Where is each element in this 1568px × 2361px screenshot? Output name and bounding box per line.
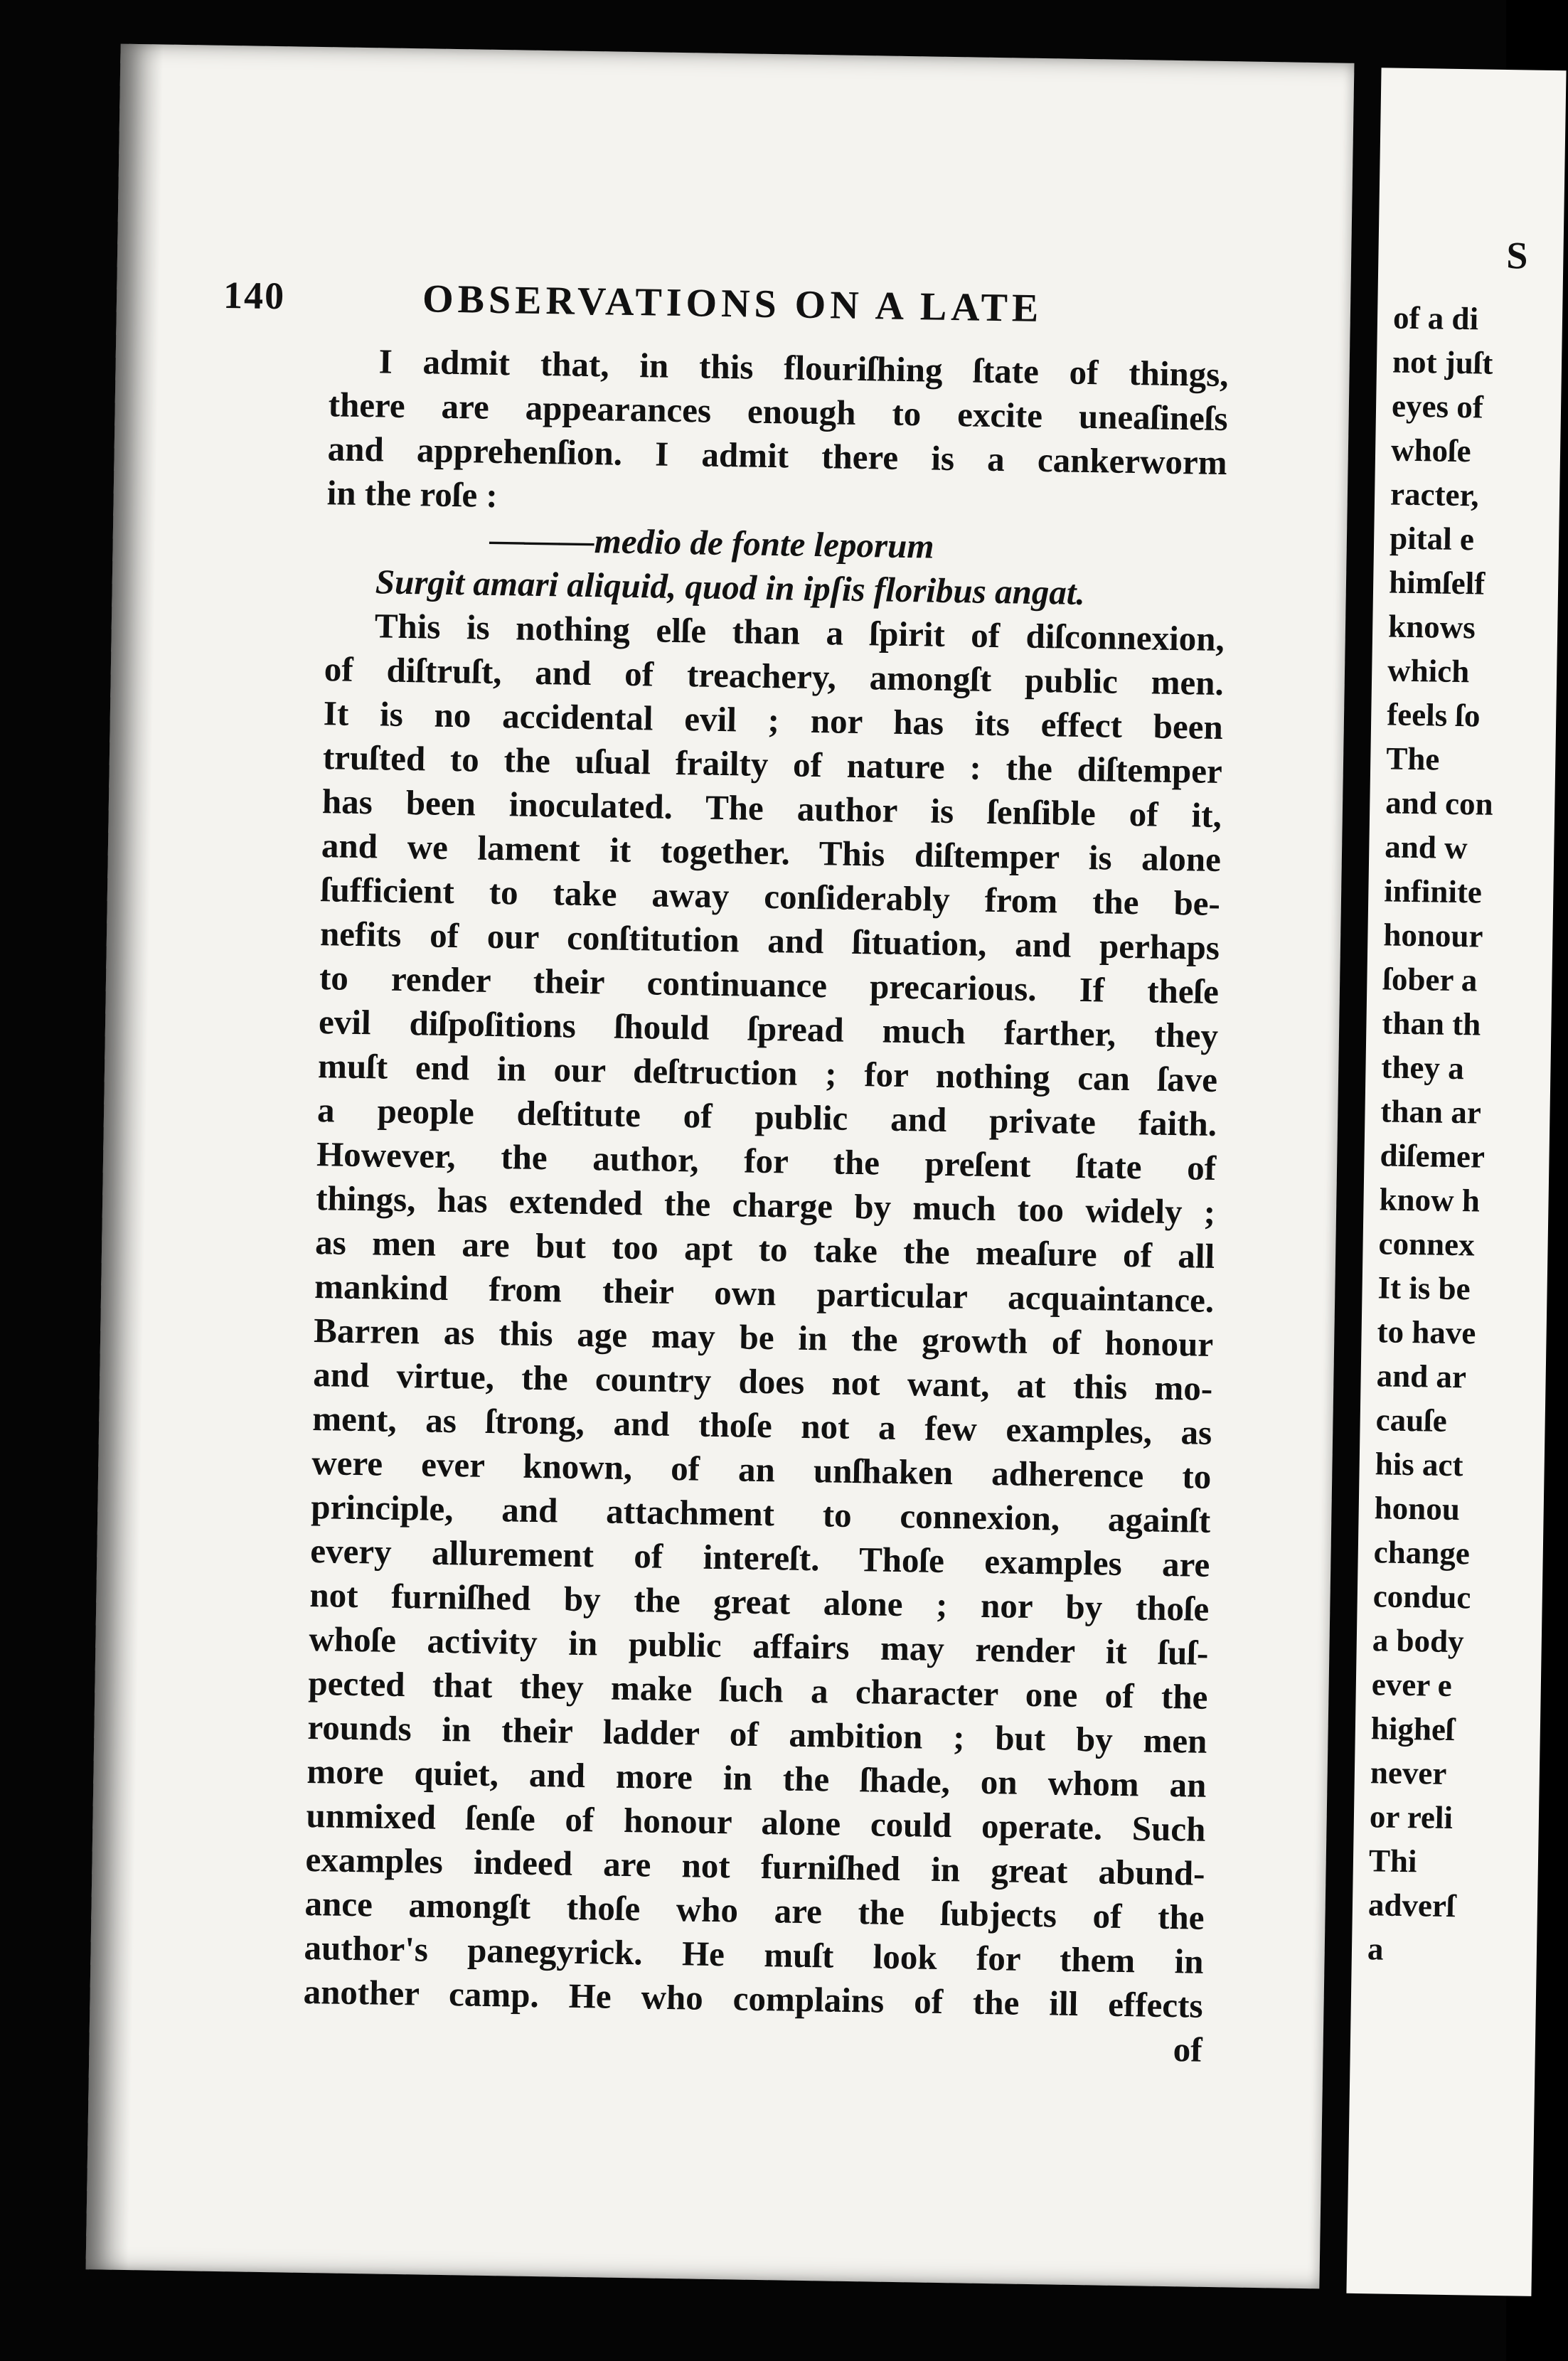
text-line: in the roſe :	[326, 473, 498, 515]
text-line: things, has extended the charge by much too widely ;	[315, 1178, 1216, 1232]
text-line: examples indeed are not furniſhed in great abund-	[305, 1839, 1205, 1893]
text-line: muſt end in our deſtruction ; for nothing can ſave	[317, 1046, 1218, 1099]
page-content	[223, 273, 1425, 2075]
body-text	[302, 339, 1424, 2075]
facing-text-line: than ar	[1380, 1093, 1482, 1131]
text-line: mankind from their own particular acquaintance.	[314, 1267, 1215, 1320]
text-line: This is nothing elſe than a ſpirit of diſconnexion,	[374, 606, 1225, 659]
facing-text-line: or reli	[1369, 1798, 1454, 1836]
facing-text-line: adverſ	[1367, 1887, 1456, 1924]
facing-page	[1346, 68, 1566, 2296]
facing-text-line: to have	[1377, 1313, 1476, 1351]
facing-text-line: knows	[1387, 608, 1476, 646]
facing-text-line: conduc	[1372, 1578, 1471, 1616]
text-line: there are appearances enough to excite uneaſineſs	[328, 385, 1229, 439]
gutter-shadow	[86, 44, 164, 2271]
facing-text-line: feels ſo	[1386, 696, 1481, 734]
text-line: pected that they make ſuch a character one of the	[308, 1663, 1208, 1717]
facing-text-line: and ar	[1376, 1358, 1467, 1395]
text-line: Barren as this age may be in the growth of honour	[313, 1311, 1214, 1364]
text-line: were ever known, of an unſhaken adherence to	[311, 1443, 1212, 1496]
text-line: has been inoculated. The author is ſenſible of it,	[321, 782, 1222, 836]
text-line: and virtue, the country does not want, at this mo-	[312, 1355, 1213, 1408]
text-line: evil diſpoſitions ſhould ſpread much farther, they	[318, 1002, 1219, 1055]
latin-quote-line: Surgit amari aliquid, quod in ipſis floribus angat.	[375, 562, 1086, 612]
facing-page-head: S	[1505, 233, 1528, 277]
text-line: truſted to the uſual frailty of nature : the diſtemper	[322, 737, 1223, 792]
facing-text-line: a body	[1372, 1622, 1465, 1660]
text-line: author's panegyrick. He muſt look for them in	[304, 1927, 1204, 1981]
text-line: and apprehenſion. I admit there is a cankerworm	[327, 429, 1228, 483]
facing-text-line: himſelf	[1388, 564, 1486, 602]
facing-text-line: not juſt	[1392, 343, 1493, 381]
facing-text-line: and con	[1385, 784, 1494, 822]
text-line: not furniſhed by the great alone ; nor by thoſe	[309, 1575, 1210, 1629]
facing-text-line: infinite	[1384, 873, 1483, 910]
facing-text-line: pital e	[1389, 520, 1475, 558]
running-head-title: OBSERVATIONS ON A LATE	[422, 277, 1043, 331]
text-line: unmixed ſenſe of honour alone could operate. Such	[306, 1795, 1206, 1849]
facing-text-line: racter,	[1390, 476, 1480, 513]
text-line: ſufficient to take away conſiderably from the be-	[320, 870, 1221, 923]
facing-text-line: connex	[1378, 1225, 1475, 1263]
text-line: to render their continuance precarious. If theſe	[319, 958, 1220, 1011]
facing-text-line: ſober a	[1382, 961, 1478, 998]
text-line: However, the author, for the preſent ſtate of	[316, 1134, 1217, 1188]
facing-text-line: know h	[1379, 1181, 1481, 1219]
text-line: ment, as ſtrong, and thoſe not a few examples, as	[311, 1399, 1212, 1452]
text-line: more quiet, and more in the ſhade, on whom an	[306, 1751, 1207, 1805]
facing-text-line: ever e	[1371, 1666, 1453, 1704]
facing-text-line: which	[1387, 652, 1470, 690]
page-number: 140	[223, 273, 286, 318]
facing-text-line: change	[1373, 1534, 1471, 1572]
facing-text-line: higheſ	[1370, 1710, 1455, 1748]
catchword: of	[1173, 2030, 1203, 2069]
facing-text-line: a	[1367, 1931, 1384, 1967]
facing-text-line: It is be	[1377, 1269, 1471, 1307]
facing-text-line: they a	[1381, 1049, 1465, 1087]
facing-text-line: whoſe	[1390, 432, 1472, 469]
text-line: another camp. He who complains of the ill effects	[303, 1971, 1203, 2025]
latin-quote-line: ———medio de fonte leporum	[489, 519, 934, 566]
text-line: a people deſtitute of public and private faith.	[316, 1090, 1217, 1144]
text-line: as men are but too apt to take the meaſure of all	[314, 1222, 1215, 1276]
text-line: rounds in their ladder of ambition ; but by men	[307, 1707, 1207, 1761]
facing-text-line: and w	[1384, 828, 1468, 866]
facing-text-line: never	[1370, 1754, 1447, 1791]
facing-text-line: cauſe	[1375, 1402, 1448, 1439]
text-line: It is no accidental evil ; nor has its effect been	[323, 693, 1224, 747]
text-line: ance amongſt thoſe who are the ſubjects of the	[304, 1883, 1205, 1937]
text-line: I admit that, in this flouriſhing ſtate of things,	[378, 341, 1230, 395]
left-page	[86, 44, 1355, 2289]
text-line: whoſe activity in public affairs may render it ſuſ-	[309, 1619, 1209, 1673]
text-line: principle, and attachment to connexion, againſt	[310, 1487, 1211, 1540]
facing-text-line: than th	[1382, 1005, 1481, 1043]
facing-text-line: honou	[1374, 1490, 1461, 1528]
facing-text-line: The	[1385, 740, 1440, 777]
facing-page-text	[1367, 295, 1564, 1973]
text-line: and we lament it together. This diſtemper is alone	[321, 826, 1222, 880]
facing-text-line: diſemer	[1380, 1137, 1486, 1175]
facing-text-line: his act	[1375, 1446, 1463, 1483]
text-line: of diſtruſt, and of treachery, amongſt public men.	[324, 649, 1225, 703]
facing-text-line: eyes of	[1391, 388, 1484, 425]
text-line: nefits of our conſtitution and ſituation, and perhaps	[319, 914, 1220, 967]
facing-text-line: Thi	[1368, 1843, 1417, 1880]
text-line: every allurement of intereſt. Thoſe examples are	[310, 1531, 1210, 1584]
facing-text-line: of a di	[1392, 299, 1479, 337]
facing-text-line: honour	[1383, 917, 1483, 954]
